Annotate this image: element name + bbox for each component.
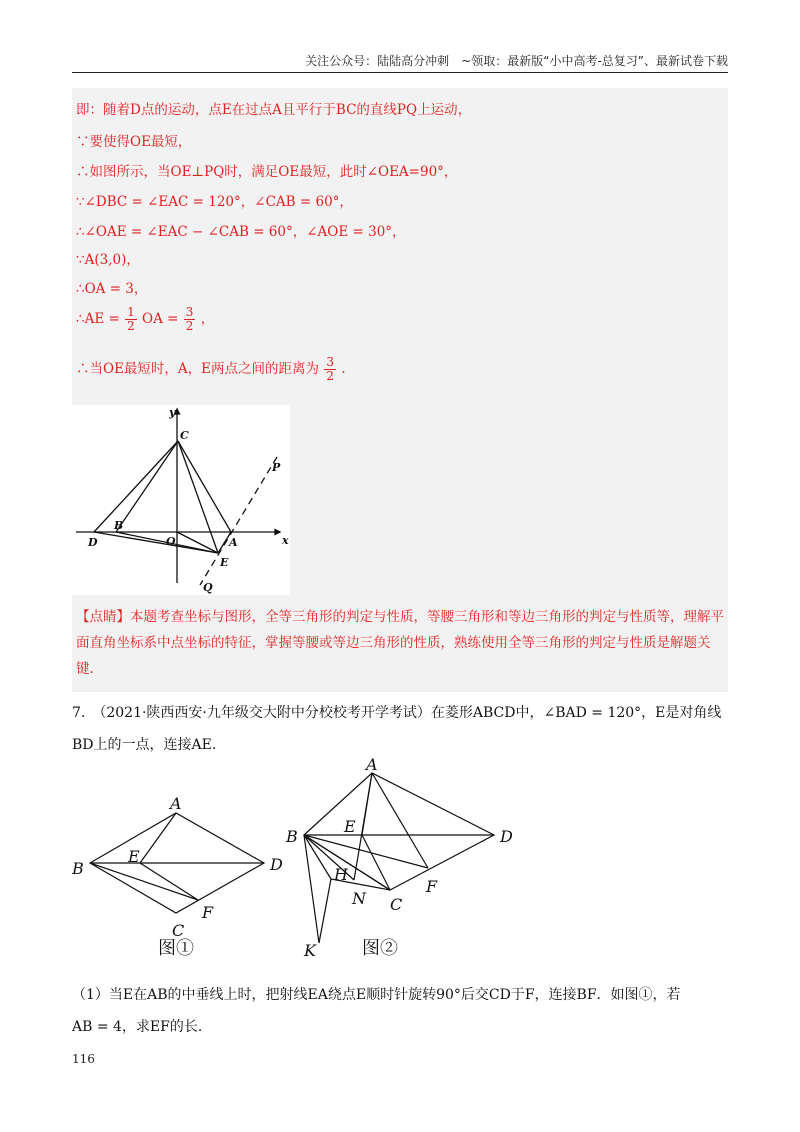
segment-EF-1 (140, 863, 198, 900)
fig2-label-H: H (334, 865, 348, 884)
fraction-numerator: 3 (185, 305, 194, 319)
fig1-label-B: B (72, 859, 84, 878)
label-y: y (169, 406, 176, 419)
solution-line-6: ∵A(3,0)， (76, 252, 140, 268)
fraction-denominator: 2 (326, 369, 334, 383)
label-D: D (88, 536, 98, 549)
segment-CD (94, 441, 178, 532)
fraction-numerator: 3 (326, 355, 334, 369)
segment-DE (94, 532, 218, 553)
label-x: x (282, 534, 289, 547)
figure-1 (90, 813, 264, 913)
fig2-label-D: D (500, 827, 513, 846)
x-axis-arrow (275, 530, 280, 535)
segment-HK-2 (319, 879, 331, 943)
fig2-label-E: E (344, 817, 356, 836)
solution-line-4: ∵∠DBC = ∠EAC = 120°，∠CAB = 60°， (76, 194, 353, 210)
label-Q: Q (203, 581, 213, 594)
header-text: 关注公众号：陆陆高分冲刺 ~领取：最新版“小中高考-总复习”、最新试卷下载 (305, 54, 728, 68)
solution-line-1: 即：随着D点的运动，点E在过点A且平行于BC的直线PQ上运动， (76, 102, 472, 118)
solution-line-7: ∴OA = 3， (76, 281, 148, 297)
fraction-answer (324, 356, 336, 383)
segment-CA (178, 441, 231, 532)
part-1-line-2: AB = 4，求EF的长. (72, 1019, 203, 1035)
fig2-label-K: K (304, 941, 316, 960)
fig2-label-A: A (366, 758, 378, 774)
line8-mid: OA = (142, 311, 179, 327)
key-point-tag: 【点睛】 (76, 609, 130, 625)
solution-line-2: ∵要使得OE最短， (76, 134, 192, 150)
page-header (72, 52, 728, 73)
key-point-text: 本题考查坐标与图形，全等三角形的判定与性质，等腰三角形和等边三角形的判定与性质等，理解平面直角坐标系中点坐标的特征，掌握等腰或等边三角形的性质，熟练使用全等三角形的判定与性质是解题关键. (76, 609, 724, 677)
label-E: E (220, 556, 229, 569)
part-1-line-1: （1）当E在AB的中垂线上时，把射线EA绕点E顺时针旋转90°后交CD于F，连接BF．如图①，若 (72, 987, 681, 1003)
fig1-label-E: E (128, 847, 140, 866)
label-C: C (180, 429, 189, 442)
fraction-one-half (125, 306, 137, 333)
coordinate-figure (72, 405, 290, 595)
question-7-line-2: BD上的一点，连接AE. (72, 737, 217, 753)
segment-AN-2 (354, 773, 372, 880)
line-PQ (200, 457, 277, 585)
fig1-label-F: F (202, 903, 214, 922)
rhombus-ABCD-2 (304, 773, 494, 890)
page-number: 116 (72, 1052, 95, 1066)
solution-line-8 (76, 306, 214, 333)
label-B: B (114, 519, 124, 532)
question-7-line-1: 7. （2021·陕西西安·九年级交大附中分校校考开学考试）在菱形ABCD中，∠BAD = 120°，E是对角线 (72, 705, 722, 721)
line8-suffix: ， (200, 311, 215, 327)
fraction-three-halves (184, 306, 196, 333)
coordinate-figure-svg (72, 405, 290, 595)
fig1-label-A: A (170, 794, 182, 813)
solution-line-3: ∴如图所示，当OE⊥PQ时，满足OE最短，此时∠OEA=90°， (76, 164, 458, 180)
fig2-label-C: C (390, 895, 403, 914)
segment-BK-2 (304, 835, 319, 943)
key-point-note (76, 604, 726, 682)
fig1-label-C: C (172, 921, 185, 940)
figure-1-caption: 图① (158, 938, 194, 959)
line9-suffix: . (341, 361, 346, 377)
label-A: A (229, 536, 238, 549)
fig1-label-D: D (270, 855, 283, 874)
rhombus-figures (72, 758, 532, 968)
line9-prefix: ∴当OE最短时，A，E两点之间的距离为 (76, 361, 320, 377)
label-P: P (272, 461, 281, 474)
solution-line-5: ∴∠OAE = ∠EAC − ∠CAB = 60°，∠AOE = 30°， (76, 224, 406, 240)
fraction-denominator: 2 (127, 319, 135, 333)
line8-prefix: ∴AE = (76, 311, 120, 327)
figure-2-caption: 图② (362, 938, 398, 959)
label-O: O (166, 535, 176, 548)
fig2-label-F: F (426, 877, 438, 896)
fig2-label-N: N (352, 889, 366, 908)
segment-AE-1 (140, 813, 176, 863)
solution-line-9 (76, 356, 346, 383)
fig2-label-B: B (286, 827, 298, 846)
fraction-numerator: 1 (127, 305, 135, 319)
fraction-denominator: 2 (185, 319, 194, 333)
figure-2 (304, 773, 494, 943)
rhombus-figures-svg (72, 758, 532, 968)
segment-CB (116, 441, 178, 532)
